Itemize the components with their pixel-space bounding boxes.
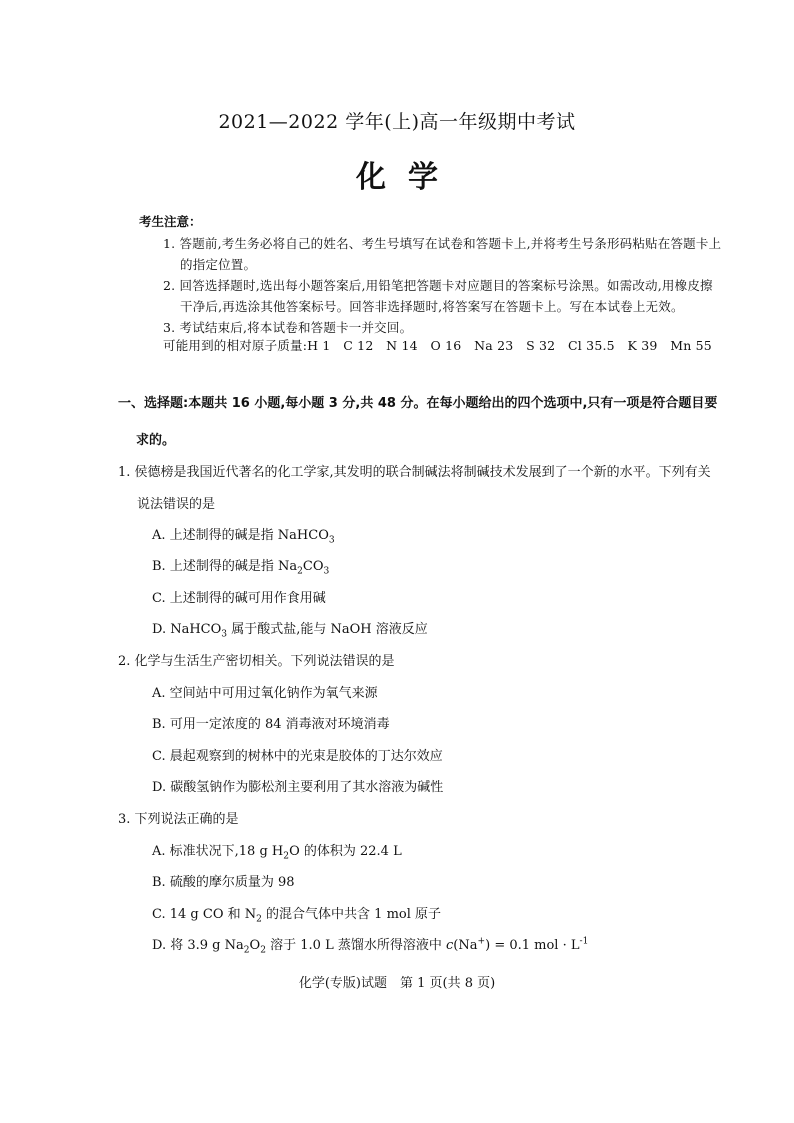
q3-stem: 3. 下列说法正确的是	[118, 812, 239, 827]
section-heading-line2: 求的。	[136, 433, 176, 448]
q1-option-a: A. 上述制得的碱是指 NaHCO$_3$	[152, 528, 335, 546]
notice-item-1a: 1. 答题前,考生务必将自己的姓名、考生号填写在试卷和答题卡上,并将考生号条形码粘贴在答题卡上	[163, 236, 722, 251]
q1-option-b: B. 上述制得的碱是指 $Na_2CO_3$	[152, 559, 330, 577]
notice-item-1b: 的指定位置。	[180, 257, 257, 272]
q3-option-b: B. 硫酸的摩尔质量为 98	[152, 875, 295, 890]
q1-option-d: D. NaHCO$_3$ 属于酸式盐,能与 NaOH 溶液反应	[152, 622, 428, 640]
q2-option-a: A. 空间站中可用过氧化钠作为氧气来源	[152, 686, 378, 701]
notice-heading: 考生注意：	[139, 214, 202, 229]
section-heading-line1: 一、选择题:本题共 16 小题,每小题 3 分,共 48 分。在每小题给出的四个选项中,只有一项是符合题目要	[118, 396, 718, 411]
atomic-masses: 可能用到的相对原子质量:H 1 C 12 N 14 O 16 Na 23 S 32 Cl 35.5 K 39 Mn 55	[163, 338, 712, 353]
notice-item-2b: 干净后,再选涂其他答案标号。回答非选择题时,将答案写在答题卡上。写在本试卷上无效。	[180, 299, 684, 314]
q1-stem-line1: 1. 侯德榜是我国近代著名的化工学家,其发明的联合制碱法将制碱技术发展到了一个新的水平。下列有关	[118, 465, 711, 480]
exam-title: 2021—2022 学年(上)高一年级期中考试	[218, 111, 576, 133]
q2-option-b: B. 可用一定浓度的 84 消毒液对环境消毒	[152, 717, 390, 732]
q3-option-a: A. 标准状况下,18 g $H_2O$ 的体积为 22.4 L	[152, 844, 402, 862]
q1-stem-line2: 说法错误的是	[137, 497, 216, 512]
notice-item-2a: 2. 回答选择题时,选出每小题答案后,用铅笔把答题卡对应题目的答案标号涂黑。如需改动,用橡皮擦	[163, 278, 713, 293]
q1-option-c: C. 上述制得的碱可用作食用碱	[152, 591, 326, 606]
q2-option-c: C. 晨起观察到的树林中的光束是胶体的丁达尔效应	[152, 749, 443, 764]
q2-stem: 2. 化学与生活生产密切相关。下列说法错误的是	[118, 654, 395, 669]
page-footer: 化学(专版)试题 第 1 页(共 8 页)	[298, 976, 496, 991]
q2-option-d: D. 碳酸氢钠作为膨松剂主要利用了其水溶液为碱性	[152, 780, 444, 795]
notice-item-3: 3. 考试结束后,将本试卷和答题卡一并交回。	[163, 320, 413, 335]
q3-option-c: C. 14 g CO 和 $N_2$ 的混合气体中共含 1 mol 原子	[152, 907, 442, 925]
q3-option-d: D. 将 3.9 g $Na_2O_2$ 溶于 1.0 L 蒸馏水所得溶液中 c(Na+) = 0.1 mol · $L^{-1}$	[152, 936, 589, 956]
subject-title: 化学	[356, 160, 460, 195]
